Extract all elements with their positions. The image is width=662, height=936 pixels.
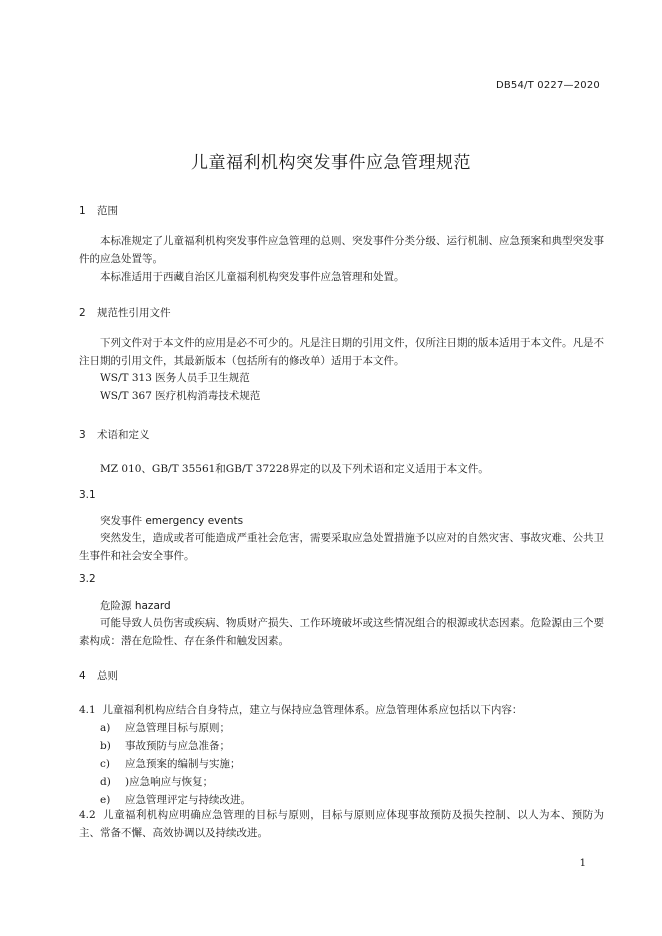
list-text: )应急响应与恢复； — [125, 776, 214, 788]
section-title: 术语和定义 — [97, 429, 150, 441]
section-number: 1 — [79, 205, 86, 217]
section-heading-4 — [79, 668, 118, 683]
term-title: 危险源 hazard — [100, 600, 171, 612]
paragraph: 本标准适用于西藏自治区儿童福利机构突发事件应急管理和处置。 — [100, 271, 405, 283]
list-marker: b) — [100, 740, 111, 752]
list-item — [100, 792, 251, 807]
list-marker: c) — [100, 758, 110, 770]
list-item — [100, 756, 241, 771]
section-number: 2 — [79, 307, 86, 319]
document-title: 儿童福利机构突发事件应急管理规范 — [191, 153, 471, 173]
list-item — [100, 774, 213, 789]
term-number: 3.1 — [79, 489, 96, 501]
term-title: 突发事件 emergency events — [100, 515, 244, 527]
term-definition: 可能导致人员伤害或疾病、物质财产损失、工作环境破坏或这些情况组合的根源或状态因素。危险源由三个要素构成：潜在危险性、存在条件和触发因素。 — [79, 617, 604, 647]
clause-text: 儿童福利机构应明确应急管理的目标与原则，目标与原则应体现事故预防及损失控制、以人为本、预防为主、常备不懈、高效协调以及持续改进。 — [79, 809, 604, 839]
term-number: 3.2 — [79, 573, 96, 585]
section-title: 总则 — [97, 670, 118, 682]
list-marker: e) — [100, 794, 111, 806]
clause-number: 4.2 — [79, 809, 96, 821]
list-item — [100, 738, 230, 753]
paragraph: MZ 010、GB/T 35561和GB/T 37228界定的以及下列术语和定义适用于本文件。 — [100, 463, 489, 475]
page-number: 1 — [579, 858, 586, 869]
section-number: 3 — [79, 429, 86, 441]
list-marker: a) — [100, 722, 111, 734]
paragraph: 本标准规定了儿童福利机构突发事件应急管理的总则、突发事件分类分级、运行机制、应急预案和典型突发事件的应急处置等。 — [79, 235, 604, 265]
clause-number: 4.1 — [79, 704, 96, 716]
list-marker: d) — [100, 776, 111, 788]
standard-code: DB54/T 0227—2020 — [495, 80, 600, 91]
list-text: 应急管理评定与持续改进。 — [125, 794, 251, 806]
clause-text: 儿童福利机构应结合自身特点，建立与保持应急管理体系。应急管理体系应包括以下内容： — [102, 704, 523, 716]
clause-4-1 — [79, 702, 522, 717]
reference-item: WS/T 313 医务人员手卫生规范 — [100, 372, 250, 384]
section-title: 规范性引用文件 — [97, 307, 171, 319]
list-text: 事故预防与应急准备； — [125, 740, 230, 752]
section-title: 范围 — [97, 205, 118, 217]
clause-4-2 — [79, 806, 604, 842]
section-heading-1 — [79, 203, 118, 218]
list-item — [100, 720, 230, 735]
section-heading-2 — [79, 305, 171, 320]
section-heading-3 — [79, 427, 150, 442]
paragraph: 下列文件对于本文件的应用是必不可少的。凡是注日期的引用文件，仅所注日期的版本适用于本文件。凡是不注日期的引用文件，其最新版本（包括所有的修改单）适用于本文件。 — [79, 337, 604, 367]
reference-item: WS/T 367 医疗机构消毒技术规范 — [100, 390, 261, 402]
term-definition: 突然发生，造成或者可能造成严重社会危害，需要采取应急处置措施予以应对的自然灾害、事故灾难、公共卫生事件和社会安全事件。 — [79, 532, 604, 562]
section-number: 4 — [79, 670, 86, 682]
list-text: 应急预案的编制与实施； — [125, 758, 241, 770]
list-text: 应急管理目标与原则； — [125, 722, 230, 734]
